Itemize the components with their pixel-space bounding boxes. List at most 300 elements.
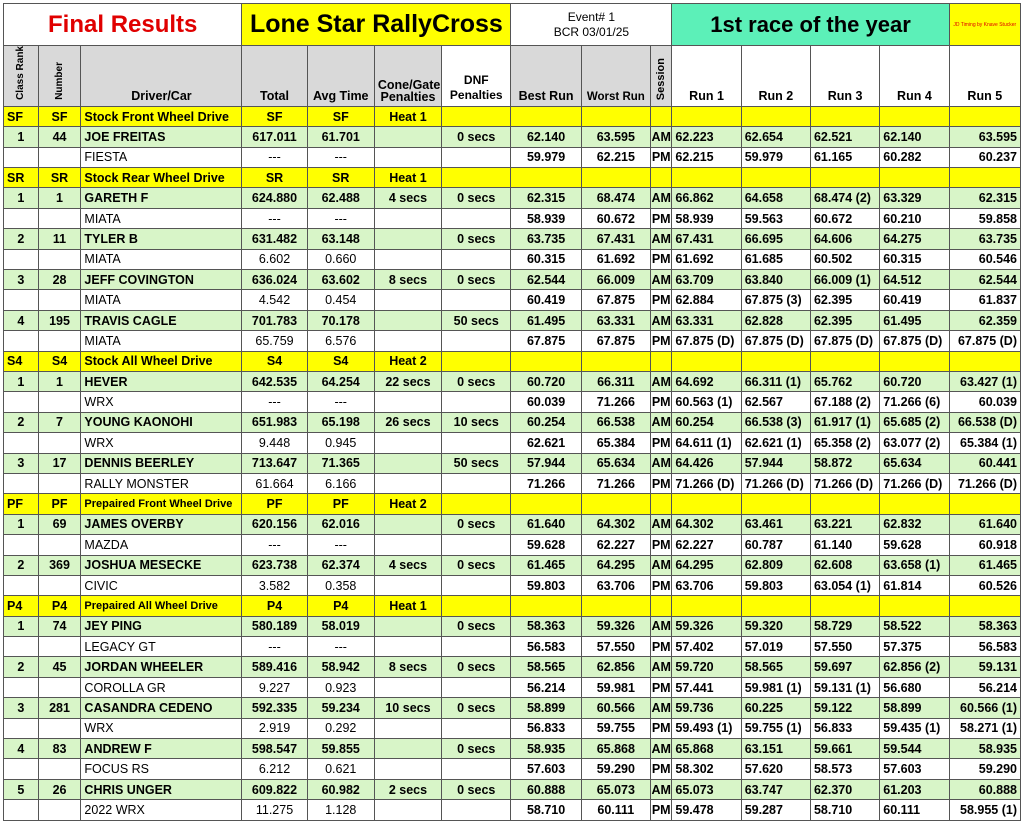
best-run-pm: 60.419 <box>511 290 581 310</box>
empty-cell <box>949 106 1020 126</box>
empty-cell <box>741 351 810 371</box>
empty-cell <box>4 759 39 779</box>
empty-cell <box>949 351 1020 371</box>
run-time: 62.227 <box>672 535 741 555</box>
col-run3: Run 3 <box>810 46 879 107</box>
diff-avg: 6.166 <box>307 473 374 493</box>
run-time: 60.282 <box>880 147 949 167</box>
class-code: P4 <box>307 596 374 616</box>
table-row <box>4 718 1021 738</box>
empty-cell <box>38 718 81 738</box>
run-time: 61.814 <box>880 575 949 595</box>
best-run-pm: 58.939 <box>511 208 581 228</box>
dnf-penalty: 10 secs <box>442 412 511 432</box>
class-row <box>4 494 1021 514</box>
session-am: AM <box>650 270 671 290</box>
total-time: 651.983 <box>242 412 307 432</box>
empty-cell <box>4 637 39 657</box>
empty-cell <box>442 168 511 188</box>
empty-cell <box>581 351 650 371</box>
run-time: 65.358 (2) <box>810 433 879 453</box>
empty-cell <box>650 596 671 616</box>
table-row <box>4 188 1021 208</box>
run-time: 62.223 <box>672 127 741 147</box>
run-time: 62.370 <box>810 779 879 799</box>
run-time: 63.595 <box>949 127 1020 147</box>
avg-time: 59.234 <box>307 698 374 718</box>
avg-time: 59.855 <box>307 739 374 759</box>
cone-penalty <box>374 739 441 759</box>
class-code: P4 <box>242 596 307 616</box>
diff-avg: 0.945 <box>307 433 374 453</box>
empty-cell <box>741 106 810 126</box>
class-code: SR <box>307 168 374 188</box>
col-avg-time: Avg Time <box>307 46 374 107</box>
empty-cell <box>4 208 39 228</box>
run-time: 67.875 (D) <box>741 331 810 351</box>
worst-run-am: 64.295 <box>581 555 650 575</box>
class-code: S4 <box>4 351 39 371</box>
empty-cell <box>672 494 741 514</box>
best-run-am: 61.640 <box>511 514 581 534</box>
run-time: 58.899 <box>880 698 949 718</box>
empty-cell <box>38 575 81 595</box>
session-pm: PM <box>650 290 671 310</box>
cone-penalty: 8 secs <box>374 270 441 290</box>
session-am: AM <box>650 412 671 432</box>
run-time: 62.621 (1) <box>741 433 810 453</box>
driver-name: JORDAN WHEELER <box>81 657 242 677</box>
class-rank: 1 <box>4 188 39 208</box>
run-time: 60.918 <box>949 535 1020 555</box>
run-time: 60.111 <box>880 800 949 820</box>
run-time: 58.729 <box>810 616 879 636</box>
empty-cell <box>949 494 1020 514</box>
worst-run-pm: 61.692 <box>581 249 650 269</box>
best-run-am: 58.565 <box>511 657 581 677</box>
total-time: 642.535 <box>242 372 307 392</box>
dnf-penalty: 0 secs <box>442 372 511 392</box>
avg-time: 58.942 <box>307 657 374 677</box>
run-time: 63.735 <box>949 229 1020 249</box>
column-header-row <box>4 46 1021 107</box>
run-time: 58.363 <box>949 616 1020 636</box>
class-code: PF <box>38 494 81 514</box>
empty-cell <box>511 596 581 616</box>
best-run-am: 61.465 <box>511 555 581 575</box>
run-time: 66.538 (D) <box>949 412 1020 432</box>
run-time: 64.302 <box>672 514 741 534</box>
worst-run-pm: 59.755 <box>581 718 650 738</box>
run-time: 61.917 (1) <box>810 412 879 432</box>
empty-cell <box>442 637 511 657</box>
worst-run-am: 65.073 <box>581 779 650 799</box>
diff-total: 6.212 <box>242 759 307 779</box>
run-time: 66.009 (1) <box>810 270 879 290</box>
worst-run-am: 66.009 <box>581 270 650 290</box>
table-row <box>4 433 1021 453</box>
empty-cell <box>38 331 81 351</box>
empty-cell <box>442 249 511 269</box>
diff-avg: --- <box>307 535 374 555</box>
empty-cell <box>4 535 39 555</box>
session-pm: PM <box>650 249 671 269</box>
class-code: SF <box>4 106 39 126</box>
cone-penalty: 26 secs <box>374 412 441 432</box>
best-run-pm: 67.875 <box>511 331 581 351</box>
run-time: 59.563 <box>741 208 810 228</box>
run-time: 61.203 <box>880 779 949 799</box>
session-am: AM <box>650 616 671 636</box>
empty-cell <box>581 494 650 514</box>
car-number: 11 <box>38 229 81 249</box>
diff-avg: --- <box>307 147 374 167</box>
worst-run-pm: 71.266 <box>581 473 650 493</box>
session-am: AM <box>650 188 671 208</box>
run-time: 64.658 <box>741 188 810 208</box>
car-number: 44 <box>38 127 81 147</box>
empty-cell <box>442 596 511 616</box>
empty-cell <box>880 351 949 371</box>
driver-name: CASANDRA CEDENO <box>81 698 242 718</box>
run-time: 62.140 <box>880 127 949 147</box>
run-time: 60.672 <box>810 208 879 228</box>
run-time: 71.266 (D) <box>949 473 1020 493</box>
empty-cell <box>650 106 671 126</box>
table-row <box>4 739 1021 759</box>
empty-cell <box>442 290 511 310</box>
cone-penalty: 8 secs <box>374 657 441 677</box>
empty-cell <box>38 392 81 412</box>
empty-cell <box>374 535 441 555</box>
session-pm: PM <box>650 800 671 820</box>
class-code: SR <box>4 168 39 188</box>
col-total: Total <box>242 46 307 107</box>
driver-name: GARETH F <box>81 188 242 208</box>
results-table <box>3 3 1021 821</box>
car-model: RALLY MONSTER <box>81 473 242 493</box>
col-class-rank-label: Class Rank <box>15 46 27 100</box>
table-row <box>4 372 1021 392</box>
dnf-penalty: 0 secs <box>442 555 511 575</box>
best-run-am: 62.140 <box>511 127 581 147</box>
best-run-pm: 58.710 <box>511 800 581 820</box>
total-time: 636.024 <box>242 270 307 290</box>
race-title: 1st race of the year <box>672 4 949 46</box>
run-time: 59.320 <box>741 616 810 636</box>
class-rank: 3 <box>4 270 39 290</box>
class-code: SR <box>242 168 307 188</box>
run-time: 60.502 <box>810 249 879 269</box>
class-row <box>4 351 1021 371</box>
class-name: Stock Rear Wheel Drive <box>81 168 242 188</box>
dnf-penalty: 0 secs <box>442 779 511 799</box>
session-pm: PM <box>650 433 671 453</box>
empty-cell <box>374 759 441 779</box>
car-model: MAZDA <box>81 535 242 555</box>
cone-penalty: 22 secs <box>374 372 441 392</box>
driver-name: JEFF COVINGTON <box>81 270 242 290</box>
total-time: 589.416 <box>242 657 307 677</box>
run-time: 60.254 <box>672 412 741 432</box>
run-time: 62.809 <box>741 555 810 575</box>
empty-cell <box>880 494 949 514</box>
best-run-pm: 59.803 <box>511 575 581 595</box>
run-time: 60.888 <box>949 779 1020 799</box>
empty-cell <box>442 106 511 126</box>
total-time: 713.647 <box>242 453 307 473</box>
run-time: 64.512 <box>880 270 949 290</box>
class-code: SF <box>242 106 307 126</box>
best-run-pm: 57.603 <box>511 759 581 779</box>
empty-cell <box>4 677 39 697</box>
run-time: 61.140 <box>810 535 879 555</box>
run-time: 60.566 (1) <box>949 698 1020 718</box>
car-number: 17 <box>38 453 81 473</box>
car-model: WRX <box>81 433 242 453</box>
car-model: LEGACY GT <box>81 637 242 657</box>
empty-cell <box>374 147 441 167</box>
diff-avg: --- <box>307 637 374 657</box>
best-run-pm: 71.266 <box>511 473 581 493</box>
run-time: 56.214 <box>949 677 1020 697</box>
class-rank: 1 <box>4 514 39 534</box>
best-run-am: 60.254 <box>511 412 581 432</box>
heat-label: Heat 1 <box>374 168 441 188</box>
col-run4: Run 4 <box>880 46 949 107</box>
cone-penalty: 10 secs <box>374 698 441 718</box>
car-number: 26 <box>38 779 81 799</box>
col-worst-run: Worst Run <box>581 46 650 107</box>
run-time: 62.832 <box>880 514 949 534</box>
driver-name: JAMES OVERBY <box>81 514 242 534</box>
empty-cell <box>442 575 511 595</box>
worst-run-am: 65.868 <box>581 739 650 759</box>
run-time: 62.315 <box>949 188 1020 208</box>
session-pm: PM <box>650 147 671 167</box>
run-time: 58.939 <box>672 208 741 228</box>
best-run-am: 58.899 <box>511 698 581 718</box>
run-time: 65.384 (1) <box>949 433 1020 453</box>
car-model: FOCUS RS <box>81 759 242 779</box>
diff-total: 4.542 <box>242 290 307 310</box>
class-rank: 4 <box>4 310 39 330</box>
worst-run-am: 68.474 <box>581 188 650 208</box>
run-time: 64.692 <box>672 372 741 392</box>
empty-cell <box>374 677 441 697</box>
run-time: 58.302 <box>672 759 741 779</box>
worst-run-pm: 57.550 <box>581 637 650 657</box>
empty-cell <box>581 168 650 188</box>
empty-cell <box>810 168 879 188</box>
empty-cell <box>581 596 650 616</box>
car-number: 83 <box>38 739 81 759</box>
class-rank: 1 <box>4 372 39 392</box>
empty-cell <box>4 392 39 412</box>
empty-cell <box>442 718 511 738</box>
empty-cell <box>650 351 671 371</box>
total-time: 631.482 <box>242 229 307 249</box>
run-time: 71.266 (D) <box>880 473 949 493</box>
run-time: 68.474 (2) <box>810 188 879 208</box>
diff-total: 61.664 <box>242 473 307 493</box>
class-rank: 1 <box>4 616 39 636</box>
empty-cell <box>949 168 1020 188</box>
run-time: 57.620 <box>741 759 810 779</box>
empty-cell <box>442 800 511 820</box>
heat-label: Heat 2 <box>374 494 441 514</box>
run-time: 63.747 <box>741 779 810 799</box>
run-time: 58.573 <box>810 759 879 779</box>
class-name: Prepaired Front Wheel Drive <box>81 494 242 514</box>
dnf-penalty: 0 secs <box>442 739 511 759</box>
table-row <box>4 473 1021 493</box>
session-pm: PM <box>650 677 671 697</box>
run-time: 67.875 (3) <box>741 290 810 310</box>
avg-time: 63.148 <box>307 229 374 249</box>
diff-total: --- <box>242 208 307 228</box>
empty-cell <box>4 290 39 310</box>
worst-run-pm: 60.672 <box>581 208 650 228</box>
session-am: AM <box>650 453 671 473</box>
diff-total: --- <box>242 535 307 555</box>
col-dnf <box>442 46 511 107</box>
run-time: 71.266 (6) <box>880 392 949 412</box>
diff-total: 11.275 <box>242 800 307 820</box>
run-time: 67.431 <box>672 229 741 249</box>
avg-time: 62.016 <box>307 514 374 534</box>
session-am: AM <box>650 739 671 759</box>
title-row <box>4 4 1021 46</box>
run-time: 60.720 <box>880 372 949 392</box>
run-time: 59.131 (1) <box>810 677 879 697</box>
cone-penalty <box>374 616 441 636</box>
run-time: 62.395 <box>810 290 879 310</box>
empty-cell <box>374 575 441 595</box>
run-time: 64.426 <box>672 453 741 473</box>
run-time: 58.565 <box>741 657 810 677</box>
run-time: 65.685 (2) <box>880 412 949 432</box>
car-model: FIESTA <box>81 147 242 167</box>
avg-time: 65.198 <box>307 412 374 432</box>
run-time: 59.544 <box>880 739 949 759</box>
empty-cell <box>442 677 511 697</box>
run-time: 60.526 <box>949 575 1020 595</box>
empty-cell <box>442 147 511 167</box>
run-time: 66.311 (1) <box>741 372 810 392</box>
run-time: 64.275 <box>880 229 949 249</box>
empty-cell <box>650 168 671 188</box>
worst-run-am: 63.331 <box>581 310 650 330</box>
empty-cell <box>511 351 581 371</box>
empty-cell <box>880 168 949 188</box>
worst-run-pm: 60.111 <box>581 800 650 820</box>
run-time: 63.329 <box>880 188 949 208</box>
best-run-am: 62.544 <box>511 270 581 290</box>
empty-cell <box>38 759 81 779</box>
table-row <box>4 412 1021 432</box>
diff-avg: 0.923 <box>307 677 374 697</box>
empty-cell <box>880 106 949 126</box>
class-rank: 2 <box>4 412 39 432</box>
col-run2: Run 2 <box>741 46 810 107</box>
run-time: 59.858 <box>949 208 1020 228</box>
run-time: 60.237 <box>949 147 1020 167</box>
empty-cell <box>511 168 581 188</box>
class-rank: 1 <box>4 127 39 147</box>
empty-cell <box>442 331 511 351</box>
run-time: 64.611 (1) <box>672 433 741 453</box>
diff-total: --- <box>242 637 307 657</box>
empty-cell <box>38 249 81 269</box>
table-row <box>4 514 1021 534</box>
run-time: 62.608 <box>810 555 879 575</box>
class-code: S4 <box>38 351 81 371</box>
total-time: 580.189 <box>242 616 307 636</box>
diff-avg: 0.358 <box>307 575 374 595</box>
driver-name: TRAVIS CAGLE <box>81 310 242 330</box>
avg-time: 70.178 <box>307 310 374 330</box>
heat-label: Heat 2 <box>374 351 441 371</box>
worst-run-pm: 62.227 <box>581 535 650 555</box>
avg-time: 62.488 <box>307 188 374 208</box>
session-pm: PM <box>650 535 671 555</box>
table-row <box>4 637 1021 657</box>
class-name: Stock All Wheel Drive <box>81 351 242 371</box>
driver-name: JEY PING <box>81 616 242 636</box>
table-row <box>4 310 1021 330</box>
run-time: 57.402 <box>672 637 741 657</box>
empty-cell <box>4 249 39 269</box>
col-session-label: Session <box>655 57 668 100</box>
session-pm: PM <box>650 575 671 595</box>
empty-cell <box>442 535 511 555</box>
diff-avg: 1.128 <box>307 800 374 820</box>
col-class-rank <box>4 46 39 107</box>
run-time: 62.521 <box>810 127 879 147</box>
run-time: 62.215 <box>672 147 741 167</box>
run-time: 60.225 <box>741 698 810 718</box>
run-time: 65.634 <box>880 453 949 473</box>
run-time: 59.661 <box>810 739 879 759</box>
session-am: AM <box>650 310 671 330</box>
avg-time: 62.374 <box>307 555 374 575</box>
run-time: 59.493 (1) <box>672 718 741 738</box>
run-time: 60.039 <box>949 392 1020 412</box>
run-time: 59.720 <box>672 657 741 677</box>
run-time: 59.326 <box>672 616 741 636</box>
run-time: 63.054 (1) <box>810 575 879 595</box>
run-time: 60.441 <box>949 453 1020 473</box>
run-time: 65.073 <box>672 779 741 799</box>
worst-run-pm: 63.706 <box>581 575 650 595</box>
run-time: 63.077 (2) <box>880 433 949 453</box>
empty-cell <box>511 106 581 126</box>
best-run-am: 63.735 <box>511 229 581 249</box>
run-time: 60.315 <box>880 249 949 269</box>
cone-penalty: 4 secs <box>374 188 441 208</box>
driver-name: YOUNG KAONOHI <box>81 412 242 432</box>
cone-penalty <box>374 127 441 147</box>
session-am: AM <box>650 657 671 677</box>
empty-cell <box>442 208 511 228</box>
run-time: 59.697 <box>810 657 879 677</box>
dnf-penalty: 0 secs <box>442 514 511 534</box>
session-am: AM <box>650 229 671 249</box>
worst-run-am: 59.326 <box>581 616 650 636</box>
session-am: AM <box>650 555 671 575</box>
class-code: P4 <box>38 596 81 616</box>
